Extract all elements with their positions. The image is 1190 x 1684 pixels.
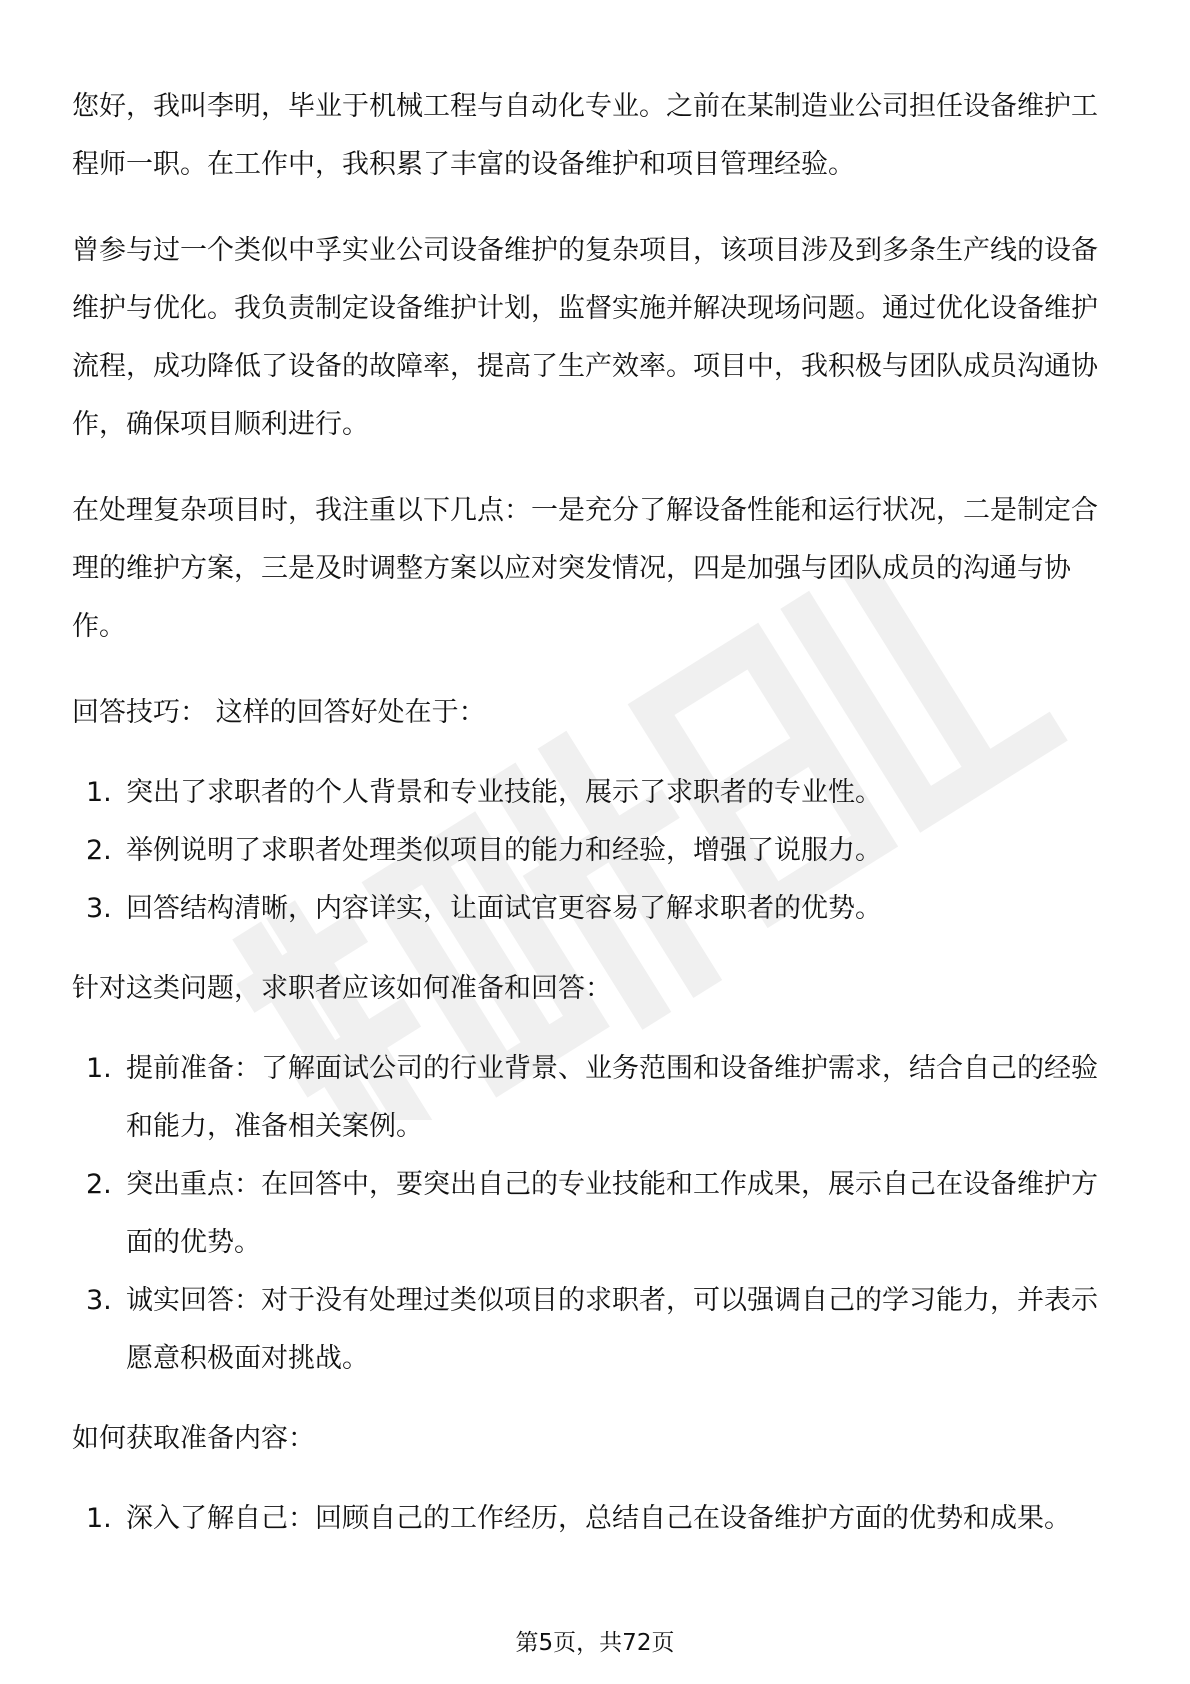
obtain-list — [72, 1490, 1122, 1548]
prepare-list — [72, 1040, 1122, 1388]
list-item-number: 2. — [86, 1169, 112, 1200]
list-item — [72, 1272, 1122, 1388]
obtain-heading: 如何获取准备内容： — [72, 1423, 315, 1454]
list-item-text: 回答结构清晰，内容详实，让面试官更容易了解求职者的优势。 — [126, 893, 882, 924]
list-item-text: 深入了解自己：回顾自己的工作经历，总结自己在设备维护方面的优势和成果。 — [126, 1503, 1071, 1534]
document-body — [72, 78, 1122, 1570]
list-item — [72, 1040, 1122, 1156]
list-item-number: 1. — [86, 1053, 112, 1084]
list-item-number: 1. — [86, 1503, 112, 1534]
list-item — [72, 1490, 1122, 1548]
list-item — [72, 880, 1122, 938]
project-paragraph: 曾参与过一个类似中孚实业公司设备维护的复杂项目，该项目涉及到多条生产线的设备维护与优化。我负责制定设备维护计划，监督实施并解决现场问题。通过优化设备维护流程，成功降低了设备的故障率，提高了生产效率。项目中，我积极与团队成员沟通协作，确保项目顺利进行。 — [72, 235, 1098, 440]
page-number-footer: 第5页，共72页 — [515, 1630, 675, 1656]
list-item-number: 1. — [86, 777, 112, 808]
list-item-number: 2. — [86, 835, 112, 866]
list-item-number: 3. — [86, 893, 112, 924]
list-item-text: 举例说明了求职者处理类似项目的能力和经验，增强了说服力。 — [126, 835, 882, 866]
intro-paragraph: 您好，我叫李明，毕业于机械工程与自动化专业。之前在某制造业公司担任设备维护工程师一职。在工作中，我积累了丰富的设备维护和项目管理经验。 — [72, 91, 1098, 180]
tips-list — [72, 764, 1122, 938]
prepare-heading: 针对这类问题，求职者应该如何准备和回答： — [72, 973, 612, 1004]
list-item — [72, 822, 1122, 880]
tips-heading: 回答技巧： 这样的回答好处在于： — [72, 697, 486, 728]
approach-paragraph: 在处理复杂项目时，我注重以下几点：一是充分了解设备性能和运行状况，二是制定合理的维护方案，三是及时调整方案以应对突发情况，四是加强与团队成员的沟通与协作。 — [72, 495, 1098, 642]
list-item-text: 诚实回答：对于没有处理过类似项目的求职者，可以强调自己的学习能力，并表示愿意积极面对挑战。 — [126, 1285, 1098, 1374]
list-item-text: 突出重点：在回答中，要突出自己的专业技能和工作成果，展示自己在设备维护方面的优势。 — [126, 1169, 1098, 1258]
list-item-text: 突出了求职者的个人背景和专业技能，展示了求职者的专业性。 — [126, 777, 882, 808]
list-item-number: 3. — [86, 1285, 112, 1316]
list-item — [72, 1156, 1122, 1272]
list-item-text: 提前准备：了解面试公司的行业背景、业务范围和设备维护需求，结合自己的经验和能力，准备相关案例。 — [126, 1053, 1098, 1142]
list-item — [72, 764, 1122, 822]
